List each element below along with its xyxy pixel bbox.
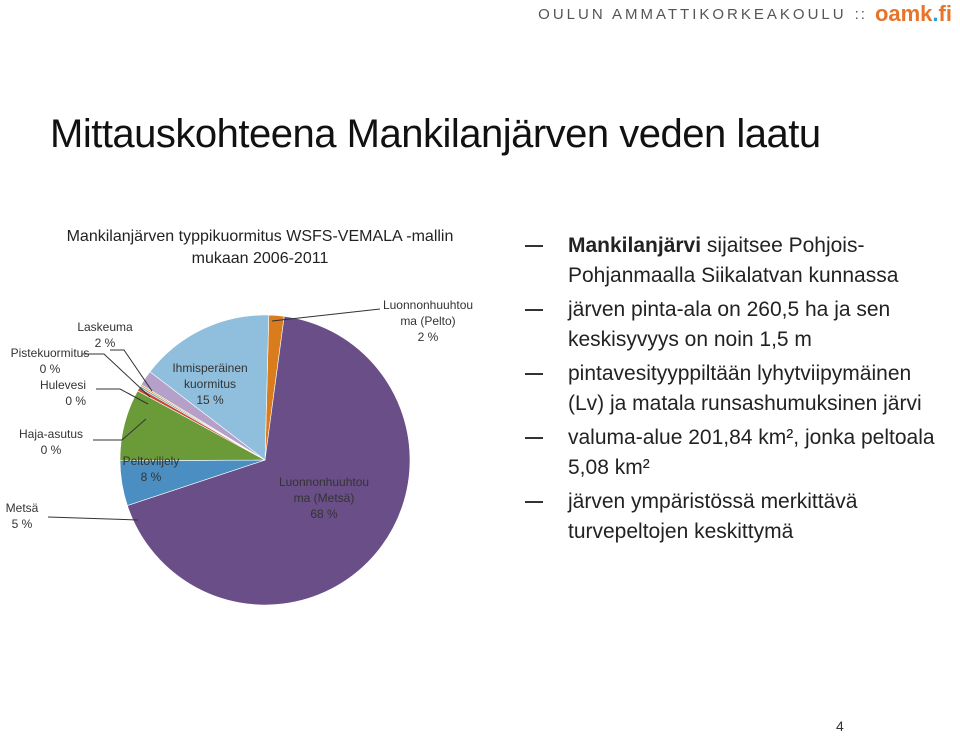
bullet-list [525,231,945,551]
bullet-item [525,359,945,419]
slice-label: Haja-asutus 0 % [18,427,84,457]
slide-title: Mittauskohteena Mankilanjärven veden laatu [50,112,821,156]
organization-name: OULUN AMMATTIKORKEAKOULU [538,5,847,23]
slice-label: Hulevesi 0 % [39,378,86,408]
slice-label: Luonnonhuuhtou ma (Metsä) 68 % [278,475,370,521]
header-separator: :: [854,5,867,23]
page-number: 4 [836,718,844,734]
bullet-text: järven pinta-ala on 260,5 ha ja sen keskisyvyys on noin 1,5 m [568,298,891,351]
slice-label: Luonnonhuuhtou ma (Pelto) 2 % [382,298,474,344]
slice-label: Metsä 5 % [5,501,39,531]
bullet-text: pintavesityyppiltään lyhytviipymäinen (Lv) ja matala runsashumuksinen järvi [568,362,922,415]
bullet-item [525,295,945,355]
bullet-bold-text: Mankilanjärvi [568,234,702,257]
logo-tld-text: fi [938,1,952,26]
dash-icon [525,437,543,439]
logo-main-text: oamk [874,1,933,26]
logo-dot: . [932,1,939,26]
dash-icon [525,501,543,503]
chart-title: Mankilanjärven typpikuormitus WSFS-VEMALA -mallin mukaan 2006-2011 [66,228,454,267]
slice-label: Peltoviljely 8 % [122,454,180,484]
bullet-item [525,487,945,547]
bullet-item [525,231,945,291]
leader-line [272,309,380,321]
dash-icon [525,373,543,375]
bullet-text: sijaitsee Pohjois-Pohjanmaalla Siikalatvan kunnassa [568,234,899,287]
slice-label: Pistekuormitus 0 % [10,346,90,376]
dash-icon [525,245,543,247]
bullet-item [525,423,945,483]
slice-label: Laskeuma 2 % [77,320,133,350]
dash-icon [525,309,543,311]
slice-label: Ihmisperäinen kuormitus 15 % [172,361,248,407]
bullet-text: valuma-alue 201,84 km², jonka peltoala 5,08 km² [568,426,935,479]
leader-line [48,517,138,520]
bullet-text: järven ympäristössä merkittävä turvepeltojen keskittymä [568,490,858,543]
